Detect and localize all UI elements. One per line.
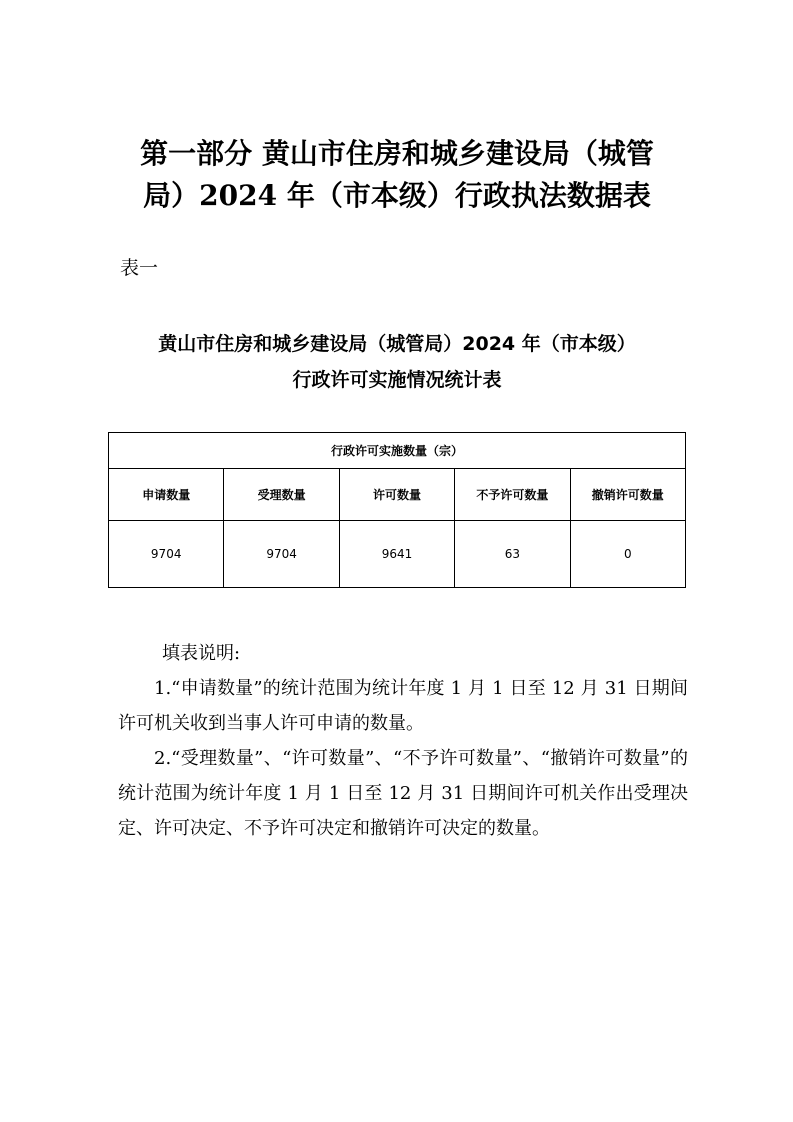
table-caption-row — [109, 433, 686, 469]
header-denied: 不予许可数量 — [455, 469, 570, 521]
header-applications: 申请数量 — [109, 469, 224, 521]
instruction-item-2: 2.“受理数量”、“许可数量”、“不予许可数量”、“撤销许可数量”的统计范围为统计年度 1 月 1 日至 12 月 31 日期间许可机关作出受理决定、许可决定、不予许可决定和撤销许可决定的数量。 — [118, 748, 688, 839]
table-number-label: 表一 — [120, 257, 159, 279]
page-title-line-1: 第一部分 黄山市住房和城乡建设局（城管 — [140, 137, 654, 170]
license-statistics-table — [108, 432, 686, 588]
table-title-line-2: 行政许可实施情况统计表 — [292, 369, 502, 391]
header-revoked: 撤销许可数量 — [570, 469, 685, 521]
value-granted: 9641 — [339, 521, 454, 588]
header-accepted: 受理数量 — [224, 469, 339, 521]
header-granted: 许可数量 — [339, 469, 454, 521]
instructions-heading: 填表说明: — [162, 643, 241, 664]
filling-instructions — [118, 636, 688, 846]
value-applications: 9704 — [109, 521, 224, 588]
table-row — [109, 521, 686, 588]
instruction-item-1: 1.“申请数量”的统计范围为统计年度 1 月 1 日至 12 月 31 日期间许可机关收到当事人许可申请的数量。 — [118, 678, 688, 734]
page-title — [108, 133, 686, 217]
table-title-line-1: 黄山市住房和城乡建设局（城管局）2024 年（市本级） — [158, 333, 636, 355]
value-revoked: 0 — [570, 521, 685, 588]
page-title-line-2: 局）2024 年（市本级）行政执法数据表 — [143, 179, 651, 212]
table-header-row — [109, 469, 686, 521]
value-accepted: 9704 — [224, 521, 339, 588]
table-title — [108, 326, 686, 398]
table-caption: 行政许可实施数量（宗） — [109, 433, 686, 469]
value-denied: 63 — [455, 521, 570, 588]
